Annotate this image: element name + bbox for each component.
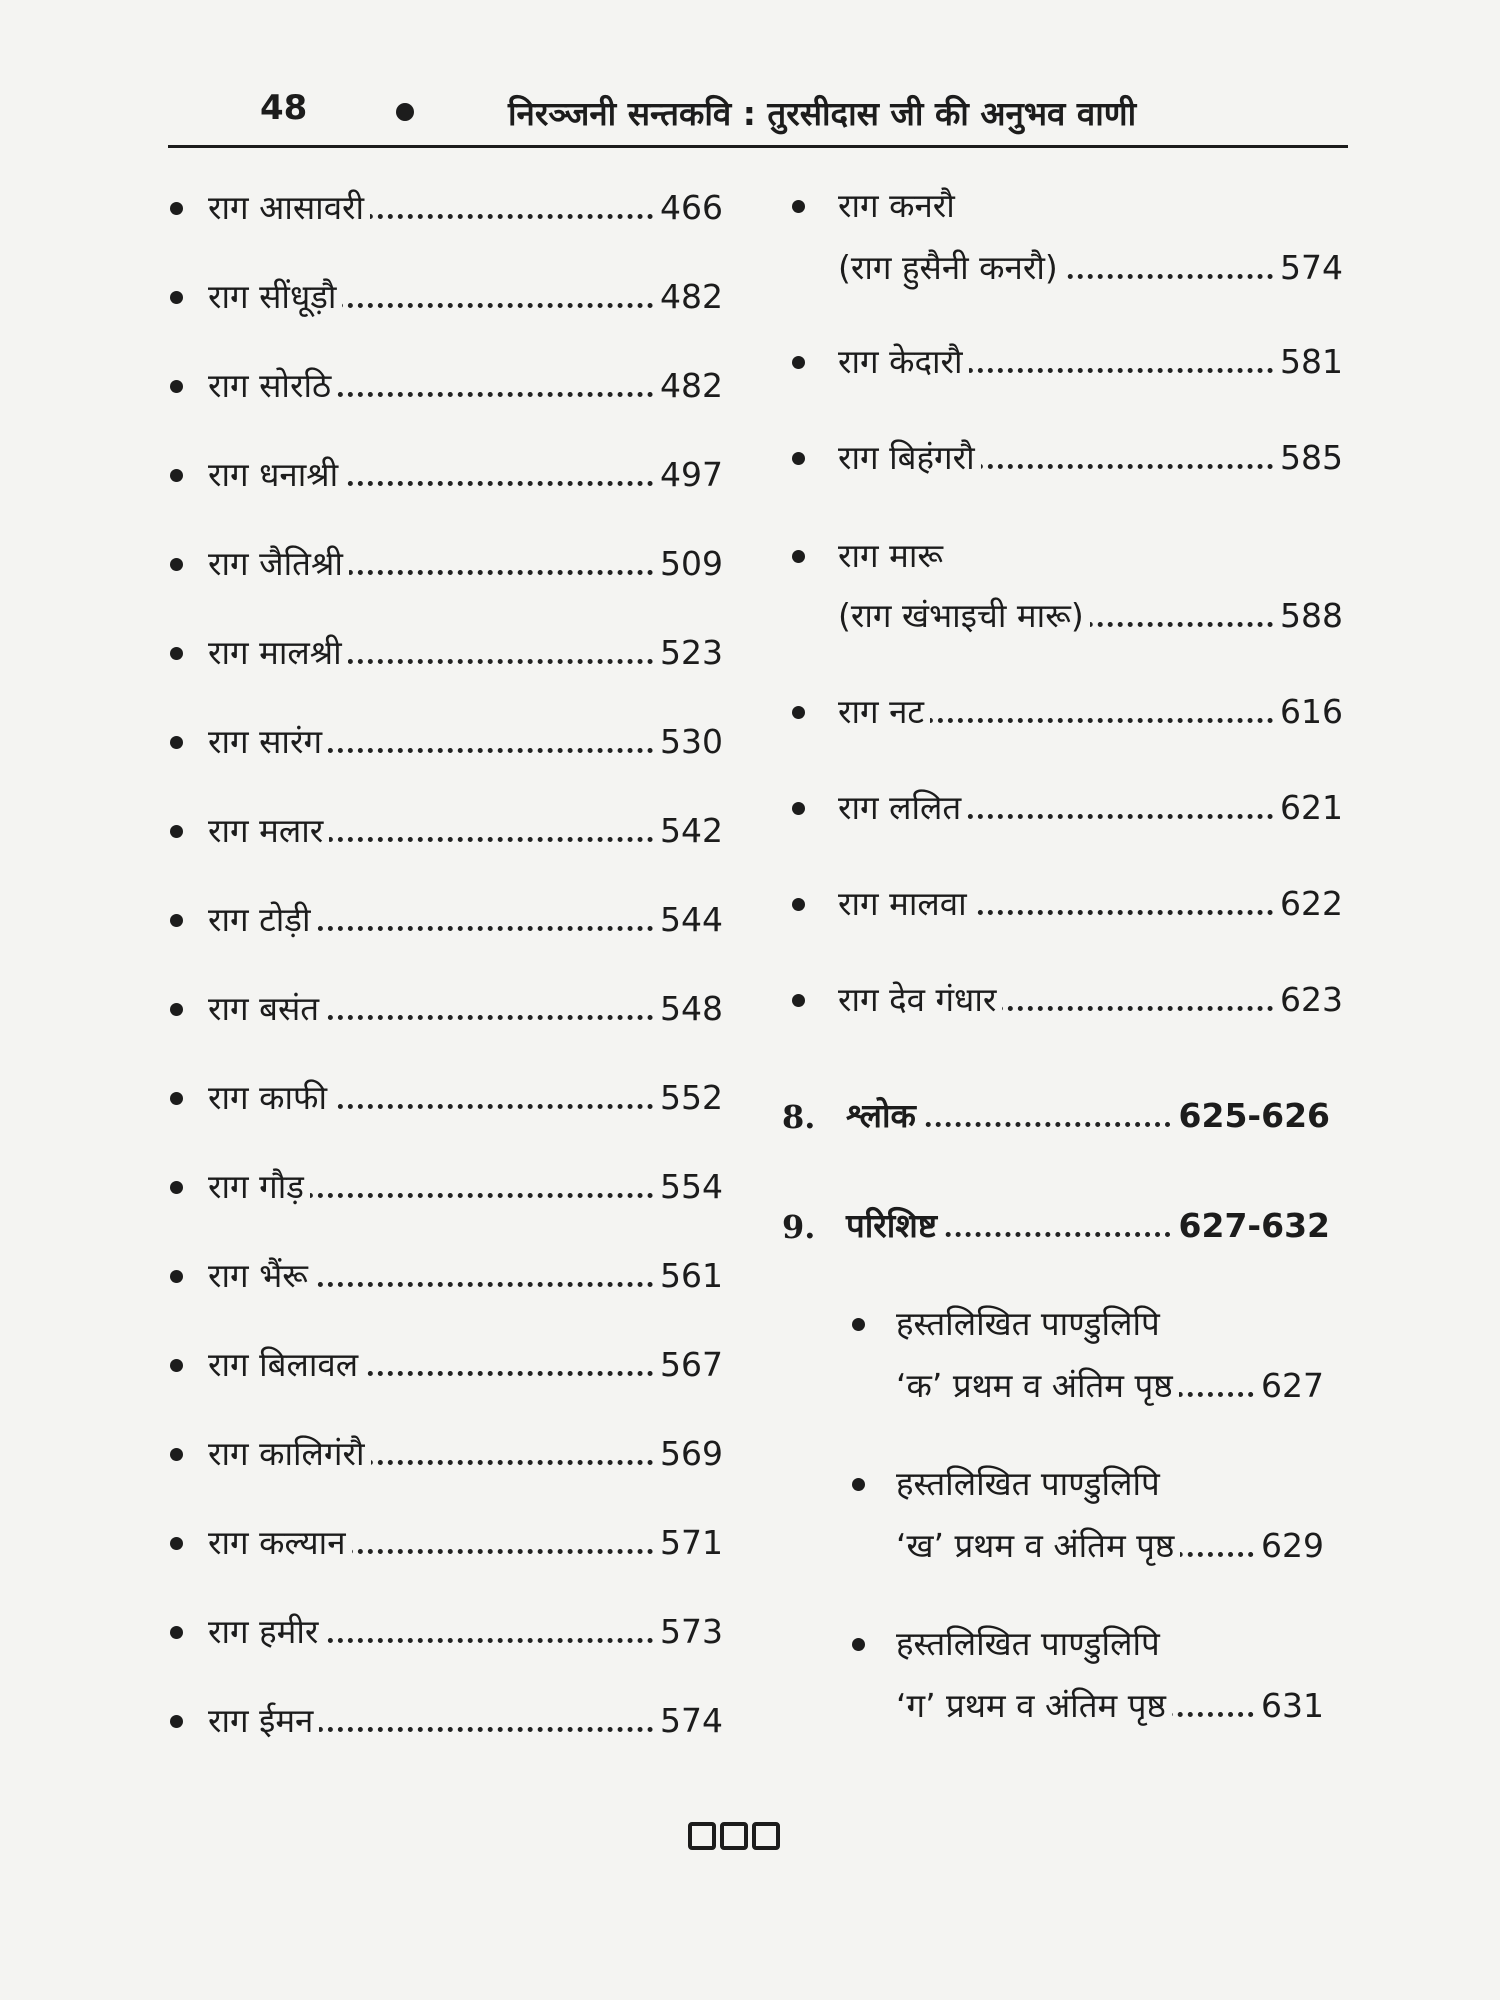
entry-title: राग नट bbox=[838, 692, 930, 732]
running-title: निरञ्जनी सन्तकवि : तुरसीदास जी की अनुभव वाणी bbox=[508, 94, 1137, 133]
entry-page: 542 bbox=[654, 811, 723, 851]
entry-title: राग कालिगंरौ bbox=[208, 1434, 371, 1474]
entry-title-first-line: हस्तलिखित पाण्डुलिपि bbox=[896, 1464, 1160, 1503]
entry-page: 631 bbox=[1255, 1686, 1324, 1726]
toc-entry-line bbox=[208, 1701, 723, 1741]
entry-page: 554 bbox=[654, 1167, 723, 1207]
entry-page: 523 bbox=[654, 633, 723, 673]
section-title: परिशिष्ट bbox=[846, 1206, 943, 1246]
bullet-icon bbox=[170, 558, 183, 571]
entry-title: राग केदारौ bbox=[838, 342, 969, 382]
toc-entry-line bbox=[838, 596, 1343, 636]
toc-entry-line bbox=[208, 188, 723, 228]
entry-page: 497 bbox=[654, 455, 723, 495]
bullet-icon bbox=[792, 356, 805, 369]
toc-entry-line bbox=[838, 438, 1343, 478]
entry-title: ‘ग’ प्रथम व अंतिम पृष्ठ bbox=[896, 1686, 1172, 1726]
bullet-icon bbox=[170, 291, 183, 304]
entry-title: राग देव गंधार bbox=[838, 980, 1002, 1020]
bullet-icon bbox=[170, 469, 183, 482]
toc-entry-line bbox=[208, 277, 723, 317]
entry-page: 466 bbox=[654, 188, 723, 228]
entry-title: राग टोड़ी bbox=[208, 900, 317, 940]
bullet-icon bbox=[170, 1181, 183, 1194]
entry-page: 627 bbox=[1255, 1366, 1324, 1406]
entry-title-first-line: हस्तलिखित पाण्डुलिपि bbox=[896, 1624, 1160, 1663]
entry-title: राग सींधूड़ौ bbox=[208, 277, 342, 317]
entry-page: 573 bbox=[654, 1612, 723, 1652]
toc-entry-line bbox=[838, 884, 1343, 924]
entry-title: ‘ख’ प्रथम व अंतिम पृष्ठ bbox=[896, 1526, 1180, 1566]
toc-entry-line bbox=[838, 248, 1343, 288]
toc-entry-line bbox=[208, 633, 723, 673]
toc-entry-line bbox=[896, 1526, 1324, 1566]
toc-entry-line bbox=[838, 342, 1343, 382]
entry-title-first-line: राग मारू bbox=[838, 536, 944, 575]
toc-entry-line bbox=[208, 544, 723, 584]
section-pages: 625-626 bbox=[1173, 1096, 1330, 1136]
toc-entry-line bbox=[838, 980, 1343, 1020]
entry-title-first-line: राग कनरौ bbox=[838, 186, 955, 225]
bullet-icon bbox=[792, 706, 805, 719]
bullet-icon bbox=[792, 994, 805, 1007]
toc-entry-line bbox=[208, 1434, 723, 1474]
entry-page: 482 bbox=[654, 366, 723, 406]
entry-page: 544 bbox=[654, 900, 723, 940]
entry-page: 622 bbox=[1274, 884, 1343, 924]
entry-page: 548 bbox=[654, 989, 723, 1029]
entry-page: 567 bbox=[654, 1345, 723, 1385]
entry-page: 552 bbox=[654, 1078, 723, 1118]
bullet-icon bbox=[170, 1003, 183, 1016]
section-title: श्लोक bbox=[846, 1096, 922, 1136]
entry-title: राग ललित bbox=[838, 788, 967, 828]
section-pages: 627-632 bbox=[1173, 1206, 1330, 1246]
bullet-icon bbox=[852, 1638, 865, 1651]
header-bullet-icon bbox=[396, 103, 414, 121]
entry-page: 616 bbox=[1274, 692, 1343, 732]
entry-title: (राग हुसैनी कनरौ) bbox=[838, 248, 1064, 288]
bullet-icon bbox=[170, 647, 183, 660]
entry-title: राग गौड़ bbox=[208, 1167, 310, 1207]
section-number: 8. bbox=[782, 1098, 816, 1136]
bullet-icon bbox=[170, 914, 183, 927]
bullet-icon bbox=[792, 802, 805, 815]
bullet-icon bbox=[792, 200, 805, 213]
toc-entry-line bbox=[208, 1523, 723, 1563]
running-header bbox=[168, 88, 1348, 140]
bullet-icon bbox=[792, 898, 805, 911]
toc-entry-line bbox=[896, 1686, 1324, 1726]
toc-entry-line bbox=[208, 1612, 723, 1652]
entry-page: 482 bbox=[654, 277, 723, 317]
toc-section-line bbox=[846, 1096, 1330, 1136]
page-number: 48 bbox=[260, 88, 308, 128]
entry-page: 588 bbox=[1274, 596, 1343, 636]
entry-title-first-line: हस्तलिखित पाण्डुलिपि bbox=[896, 1304, 1160, 1343]
toc-entry-line bbox=[208, 989, 723, 1029]
entry-title: राग मालवा bbox=[838, 884, 973, 924]
entry-title: राग भैंरू bbox=[208, 1256, 314, 1296]
entry-page: 574 bbox=[1274, 248, 1343, 288]
toc-entry-line bbox=[208, 811, 723, 851]
toc-entry-line bbox=[208, 1345, 723, 1385]
bullet-icon bbox=[852, 1478, 865, 1491]
toc-entry-line bbox=[208, 1167, 723, 1207]
entry-title: राग जैतिश्री bbox=[208, 544, 349, 584]
bullet-icon bbox=[170, 380, 183, 393]
entry-title: राग बसंत bbox=[208, 989, 325, 1029]
entry-title: राग धनाश्री bbox=[208, 455, 344, 495]
section-number: 9. bbox=[782, 1208, 816, 1246]
entry-title: राग मालश्री bbox=[208, 633, 348, 673]
entry-title: राग बिहंगरौ bbox=[838, 438, 981, 478]
entry-title: राग सोरठि bbox=[208, 366, 337, 406]
bullet-icon bbox=[170, 1359, 183, 1372]
entry-page: 561 bbox=[654, 1256, 723, 1296]
entry-title: राग कल्यान bbox=[208, 1523, 352, 1563]
entry-page: 569 bbox=[654, 1434, 723, 1474]
entry-page: 623 bbox=[1274, 980, 1343, 1020]
bullet-icon bbox=[170, 1092, 183, 1105]
entry-page: 585 bbox=[1274, 438, 1343, 478]
entry-title: राग आसावरी bbox=[208, 188, 370, 228]
end-mark-icon bbox=[688, 1822, 780, 1850]
toc-entry-line bbox=[208, 455, 723, 495]
bullet-icon bbox=[170, 1270, 183, 1283]
bullet-icon bbox=[170, 736, 183, 749]
entry-page: 509 bbox=[654, 544, 723, 584]
entry-page: 530 bbox=[654, 722, 723, 762]
bullet-icon bbox=[170, 825, 183, 838]
toc-entry-line bbox=[896, 1366, 1324, 1406]
toc-entry-line bbox=[208, 900, 723, 940]
entry-title: ‘क’ प्रथम व अंतिम पृष्ठ bbox=[896, 1366, 1179, 1406]
bullet-icon bbox=[170, 1715, 183, 1728]
entry-title: राग मलार bbox=[208, 811, 329, 851]
entry-page: 621 bbox=[1274, 788, 1343, 828]
entry-title: (राग खंभाइची मारू) bbox=[838, 596, 1090, 636]
toc-entry-line bbox=[208, 1256, 723, 1296]
toc-entry-line bbox=[208, 722, 723, 762]
toc-entry-line bbox=[838, 788, 1343, 828]
entry-title: राग बिलावल bbox=[208, 1345, 364, 1385]
bullet-icon bbox=[170, 1626, 183, 1639]
entry-title: राग काफी bbox=[208, 1078, 333, 1118]
entry-title: राग सारंग bbox=[208, 722, 328, 762]
entry-title: राग हमीर bbox=[208, 1612, 324, 1652]
toc-entry-line bbox=[208, 366, 723, 406]
entry-page: 581 bbox=[1274, 342, 1343, 382]
toc-section-line bbox=[846, 1206, 1330, 1246]
bullet-icon bbox=[170, 202, 183, 215]
entry-title: राग ईमन bbox=[208, 1701, 319, 1741]
entry-page: 571 bbox=[654, 1523, 723, 1563]
bullet-icon bbox=[792, 452, 805, 465]
bullet-icon bbox=[792, 550, 805, 563]
entry-page: 574 bbox=[654, 1701, 723, 1741]
toc-entry-line bbox=[838, 692, 1343, 732]
bullet-icon bbox=[170, 1448, 183, 1461]
entry-page: 629 bbox=[1255, 1526, 1324, 1566]
bullet-icon bbox=[852, 1318, 865, 1331]
toc-entry-line bbox=[208, 1078, 723, 1118]
header-rule bbox=[168, 145, 1348, 148]
bullet-icon bbox=[170, 1537, 183, 1550]
